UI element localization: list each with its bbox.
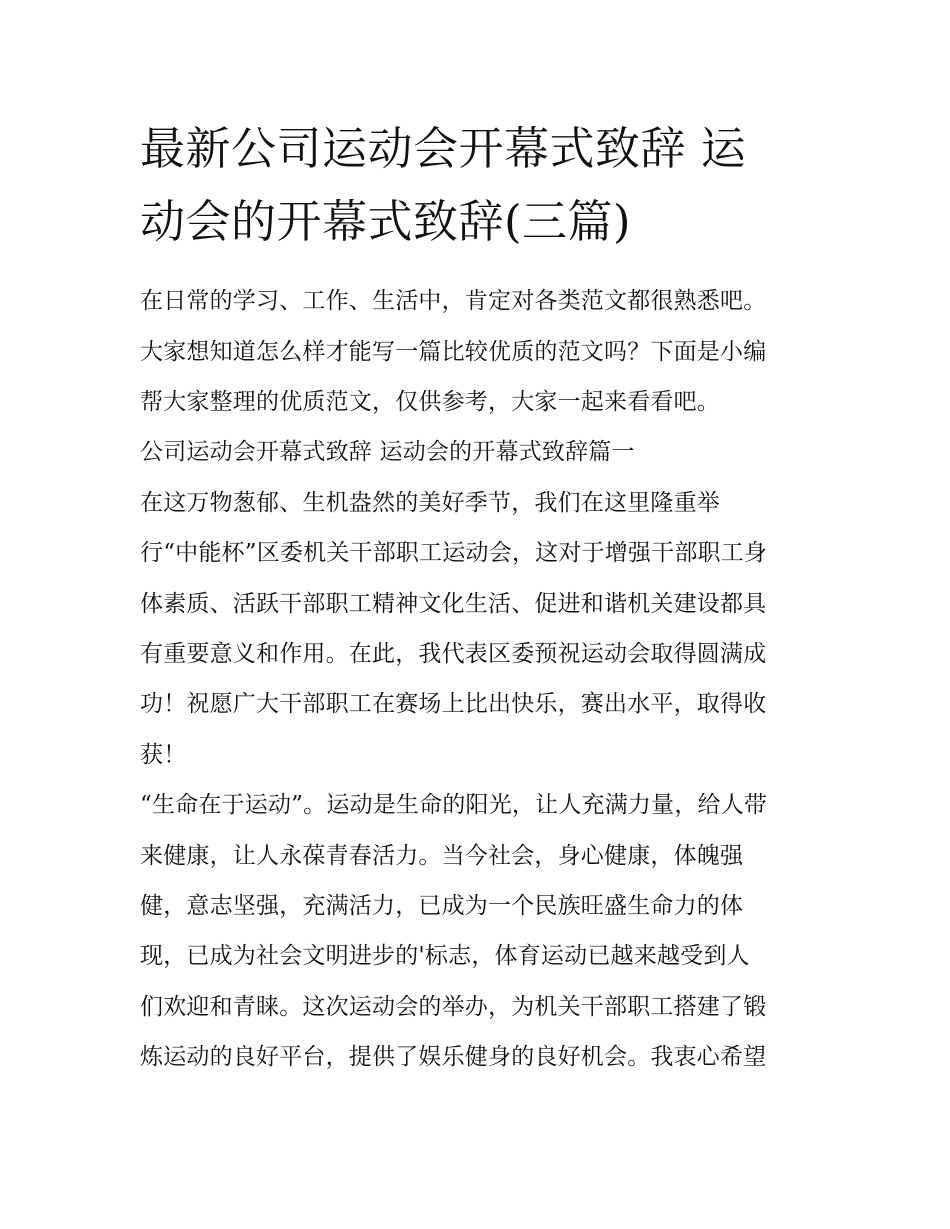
body-line-6: 行“中能杯”区委机关干部职工运动会，这对于增强干部职工身	[140, 540, 768, 566]
body-line-13: 健，意志坚强，充满活力，已成为一个民族旺盛生命力的体	[140, 893, 744, 919]
body-line-8: 有重要意义和作用。在此，我代表区委预祝运动会取得圆满成	[140, 641, 767, 667]
document-title	[140, 112, 820, 258]
body-line-16: 炼运动的良好平台，提供了娱乐健身的良好机会。我衷心希望	[140, 1044, 767, 1070]
body-line-3: 帮大家整理的优质范文，仅供参考，大家一起来看看吧。	[140, 389, 720, 415]
body-line-14: 现，已成为社会文明进步的'标志，体育运动已越来越受到人	[140, 943, 750, 969]
title-line-1: 最新公司运动会开幕式致辞 运	[140, 122, 747, 175]
body-line-2: 大家想知道怎么样才能写一篇比较优质的范文吗？下面是小编	[140, 339, 767, 365]
body-line-9: 功！祝愿广大干部职工在赛场上比出快乐，赛出水平，取得收	[140, 691, 767, 717]
body-line-15: 们欢迎和青睐。这次运动会的举办，为机关干部职工搭建了锻	[140, 994, 767, 1020]
body-line-7: 体素质、活跃干部职工精神文化生活、促进和谐机关建设都具	[140, 591, 767, 617]
title-line-2: 动会的开幕式致辞(三篇)	[140, 195, 632, 248]
body-line-11: “生命在于运动”。运动是生命的阳光，让人充满力量，给人带	[140, 792, 768, 818]
body-line-12: 来健康，让人永葆青春活力。当今社会，身心健康，体魄强	[140, 843, 744, 869]
body-line-1: 在日常的学习、工作、生活中，肯定对各类范文都很熟悉吧。	[140, 288, 767, 314]
body-line-10: 获！	[140, 742, 187, 768]
body-line-5: 在这万物葱郁、生机盎然的美好季节，我们在这里隆重举	[140, 490, 720, 516]
section-heading: 公司运动会开幕式致辞 运动会的开幕式致辞篇一	[140, 439, 635, 465]
